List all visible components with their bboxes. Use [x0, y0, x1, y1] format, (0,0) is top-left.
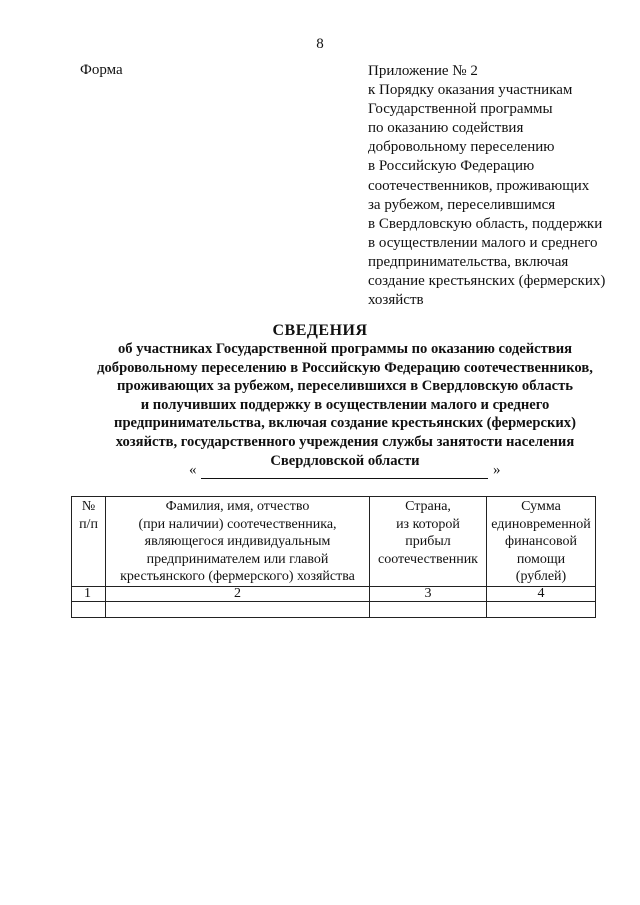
date-blank-field: [201, 478, 488, 479]
header-cell-amount: [487, 497, 596, 587]
header-cell-country: [370, 497, 487, 587]
subtitle-line: предпринимательства, включая создание крестьянских (фермерских): [114, 415, 576, 432]
column-number: 2: [106, 586, 370, 601]
appendix-block: [368, 62, 628, 310]
header-line: являющегося индивидуальным: [144, 534, 331, 550]
column-number: 3: [370, 586, 487, 601]
appendix-line: создание крестьянских (фермерских): [368, 273, 606, 290]
header-line: прибыл: [405, 534, 451, 550]
header-line: Сумма: [521, 499, 561, 514]
form-label: Форма: [80, 62, 123, 78]
appendix-line: в осуществлении малого и среднего: [368, 234, 598, 251]
page-number: 8: [316, 36, 324, 52]
header-line: Страна,: [405, 499, 451, 514]
appendix-line: за рубежом, переселившимся: [368, 196, 556, 213]
header-cell-full-name: [106, 497, 370, 587]
appendix-line: Государственной программы: [368, 101, 553, 118]
column-number: 1: [72, 586, 106, 601]
appendix-line: к Порядку оказания участникам: [368, 82, 573, 99]
header-line: из которой: [396, 516, 460, 532]
column-number-row: [72, 586, 596, 601]
subtitle-line: об участниках Государственной программы по оказанию содействия: [117, 341, 573, 357]
subtitle-line: и получивших поддержку в осуществлении малого и среднего: [140, 396, 550, 413]
table-row-empty: [72, 601, 596, 617]
subtitle-line: добровольному переселению в Российскую Федерацию соотечественников,: [97, 359, 593, 376]
header-line: (при наличии) соотечественника,: [138, 516, 337, 532]
appendix-line: соотечественников, проживающих: [368, 177, 590, 194]
empty-cell: [106, 601, 370, 617]
header-line: Фамилия, имя, отчество: [165, 499, 310, 514]
appendix-line: в Свердловскую область, поддержки: [368, 215, 603, 232]
empty-cell: [487, 601, 596, 617]
subtitle-line: хозяйств, государственного учреждения службы занятости населения: [115, 433, 575, 450]
appendix-line: Приложение № 2: [368, 63, 478, 79]
header-line: п/п: [79, 516, 98, 532]
participants-table: [71, 496, 596, 618]
subtitle-line: Свердловской области: [270, 452, 420, 469]
document-title: СВЕДЕНИЯ: [272, 322, 368, 339]
header-line: (рублей): [515, 569, 567, 585]
table-header-row: [72, 497, 596, 587]
header-line: крестьянского (фермерского) хозяйства: [120, 569, 355, 585]
empty-cell: [370, 601, 487, 617]
appendix-line: хозяйств: [368, 292, 424, 309]
document-subtitle: [70, 340, 620, 470]
header-line: финансовой: [505, 534, 577, 550]
appendix-line: добровольному переселению: [368, 139, 555, 156]
subtitle-line: проживающих за рубежом, переселившихся в Свердловскую область: [116, 378, 573, 395]
header-line: предпринимателем или главой: [146, 551, 329, 567]
header-line: №: [81, 499, 96, 514]
header-line: помощи: [516, 551, 566, 567]
appendix-line: по оказанию содействия: [368, 120, 524, 137]
header-line: соотечественник: [378, 551, 478, 567]
date-open-quote: «: [189, 462, 197, 478]
appendix-line: предпринимательства, включая: [368, 253, 569, 270]
header-cell-number: [72, 497, 106, 587]
appendix-line: в Российскую Федерацию: [368, 158, 535, 175]
date-close-quote: »: [493, 462, 501, 478]
column-number: 4: [487, 586, 596, 601]
empty-cell: [72, 601, 106, 617]
header-line: единовременной: [491, 516, 591, 532]
